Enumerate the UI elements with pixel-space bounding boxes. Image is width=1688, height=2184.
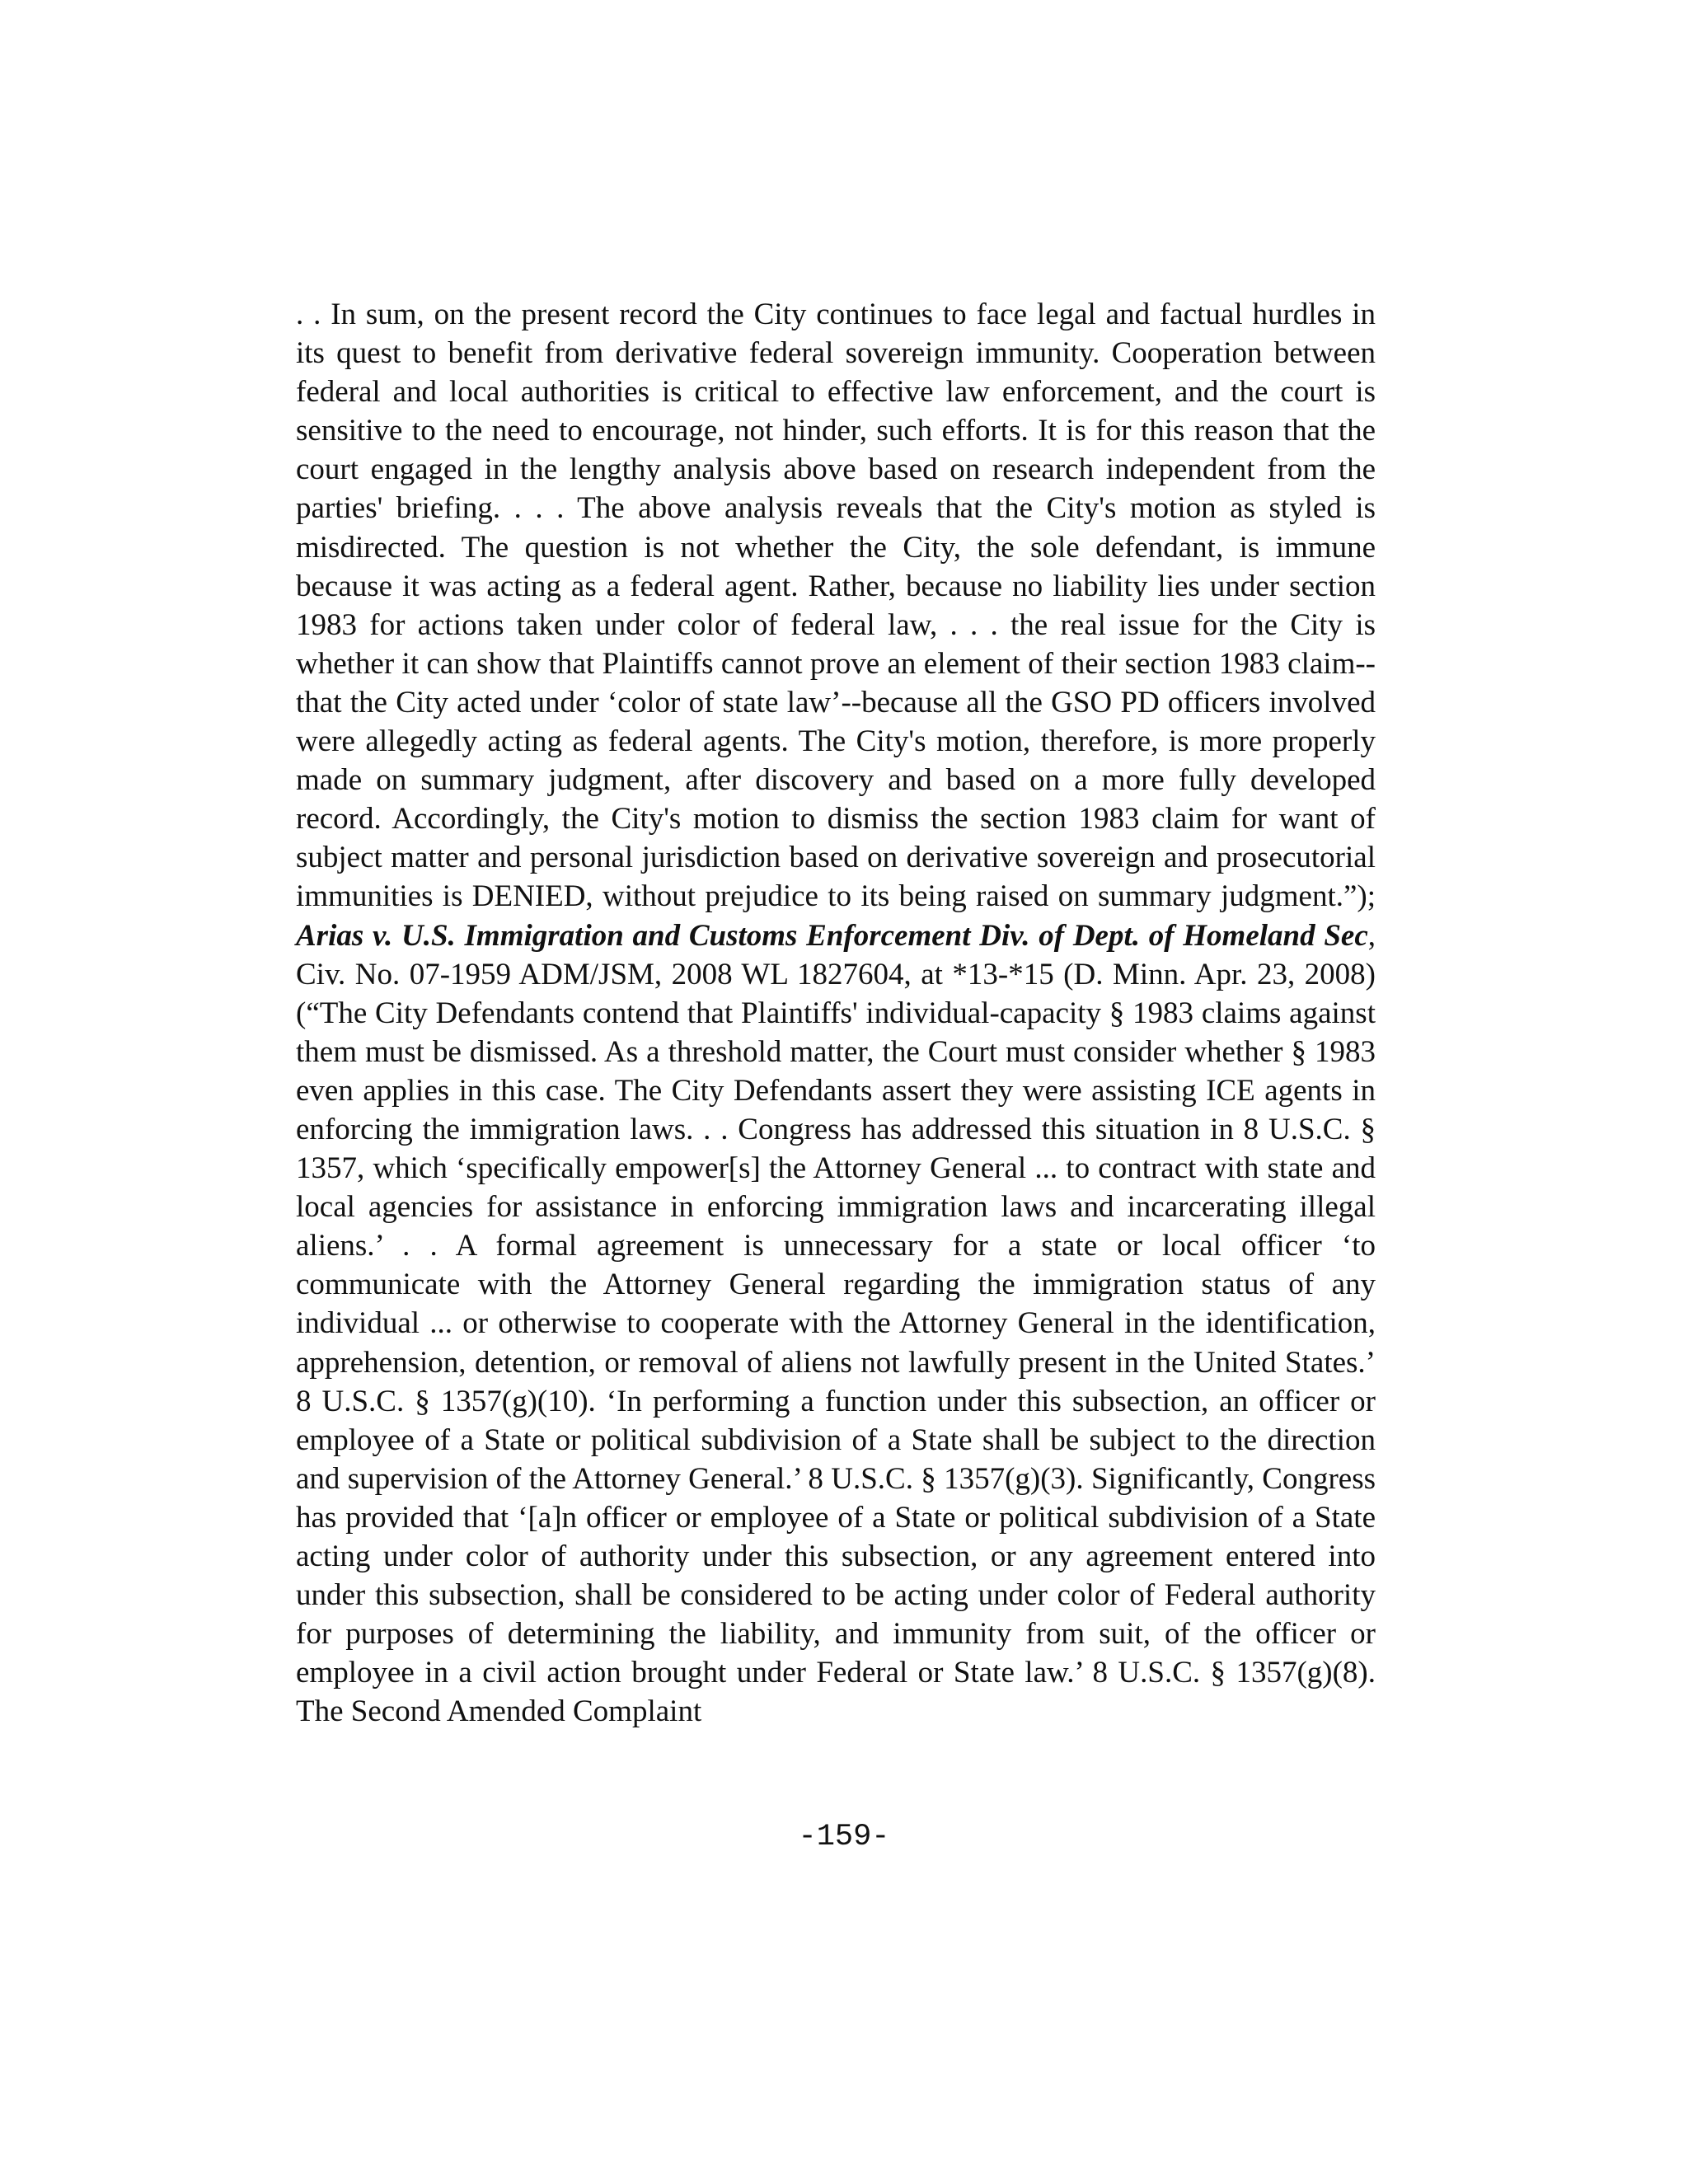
body-paragraph bbox=[296, 295, 1376, 1731]
paragraph-text-after-citation: , Civ. No. 07-1959 ADM/JSM, 2008 WL 1827604, at *13-*15 (D. Minn. Apr. 23, 2008) (“The City Defendants contend that Plaintiffs' individual-capacity § 1983 claims against them must be dismissed. As a threshold matter, the Court must consider whether § 1983 even applies in this case. The City Defendants assert they were assisting ICE agents in enforcing the immigration laws. . . Congress has addressed this situation in 8 U.S.C. § 1357, which ‘specifically empower[s] the Attorney General ... to contract with state and local agencies for assistance in enforcing immigration laws and incarcerating illegal aliens.’ . . A formal agreement is unnecessary for a state or local officer ‘to communicate with the Attorney General regarding the immigration status of any individual ... or otherwise to cooperate with the Attorney General in the identification, apprehension, detention, or removal of aliens not lawfully present in the United States.’ 8 U.S.C. § 1357(g)(10). ‘In performing a function under this subsection, an officer or employee of a State or political subdivision of a State shall be subject to the direction and supervision of the Attorney General.’ 8 U.S.C. § 1357(g)(3). Significantly, Congress has provided that ‘[a]n officer or employee of a State or political subdivision of a State acting under color of authority under this subsection, or any agreement entered into under this subsection, shall be considered to be acting under color of Federal authority for purposes of determining the liability, and immunity from suit, of the officer or employee in a civil action brought under Federal or State law.’ 8 U.S.C. § 1357(g)(8). The Second Amended Complaint bbox=[296, 918, 1376, 1729]
case-citation-name: Arias v. U.S. Immigration and Customs Enforcement Div. of Dept. of Homeland Sec bbox=[296, 918, 1368, 953]
page-number: -159- bbox=[798, 1820, 890, 1854]
paragraph-text-before-citation: . . In sum, on the present record the City continues to face legal and factual hurdles in its quest to benefit from derivative federal sovereign immunity. Cooperation between federal and local authorities is critical to effective law enforcement, and the court is sensitive to the need to encourage, not hinder, such efforts. It is for this reason that the court engaged in the lengthy analysis above based on research independent from the parties' briefing. . . . The above analysis reveals that the City's motion as styled is misdirected. The question is not whether the City, the sole defendant, is immune because it was acting as a federal agent. Rather, because no liability lies under section 1983 for actions taken under color of federal law, . . . the real issue for the City is whether it can show that Plaintiffs cannot prove an element of their section 1983 claim--that the City acted under ‘color of state law’--because all the GSO PD officers involved were allegedly acting as federal agents. The City's motion, therefore, is more properly made on summary judgment, after discovery and based on a more fully developed record. Accordingly, the City's motion to dismiss the section 1983 claim for want of subject matter and personal jurisdiction based on derivative sovereign and prosecutorial immunities is DENIED, without prejudice to its being raised on summary judgment.”); bbox=[296, 298, 1376, 914]
